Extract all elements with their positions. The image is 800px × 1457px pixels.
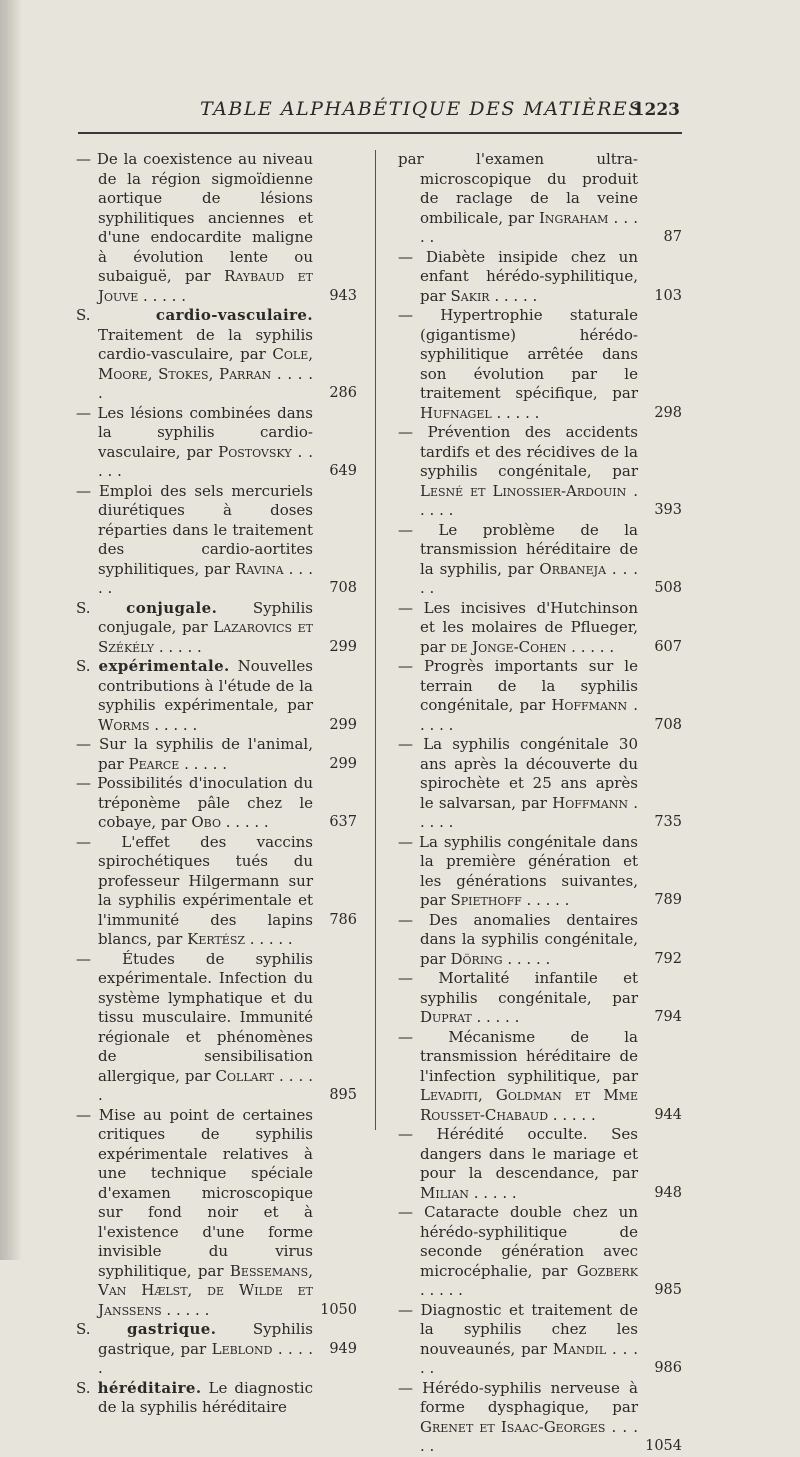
left-column (76, 150, 357, 1418)
index-entry: S. expérimentale. Nouvelles contributions à l'étude de la syphilis expérimentale, par Worms . . . . . 299 (76, 657, 357, 734)
entry-text: Le problème de la transmission héréditaire de la syphilis, par (420, 520, 638, 578)
entry-text: La syphilis congénitale dans la première génération et les générations suivantes, par (419, 832, 638, 909)
entry-text: Le diagnostic de la syphilis héréditaire (98, 1378, 313, 1416)
index-entry: S. conjugale. Syphilis conjugale, par Lazarovics et Székély . . . . . 299 (76, 598, 357, 656)
entry-lead: — (76, 1105, 91, 1124)
entry-page-number: 508 (654, 580, 682, 596)
entry-lead: — (398, 1125, 413, 1143)
index-entry: — Les incisives d'Hutchinson et les molaires de Pflueger, par de Jonge-Cohen . . . . . 607 (398, 598, 682, 656)
entry-lead: S. (76, 1378, 91, 1397)
entry-authors: Ingraham (538, 208, 609, 227)
running-title: TABLE ALPHABÉTIQUE DES MATIÈRES (200, 98, 643, 120)
entry-lead: — (398, 1378, 413, 1397)
entry-lead: — (76, 150, 91, 168)
index-entry: — De la coexistence au niveau de la région sigmoïdienne aortique de lésions syphilitiques anciennes et d'une endocardite maligne à évolution lente ou subaiguë, par Raybaud et Jouve . . . . . 943 (76, 150, 357, 305)
entry-authors: Kertész (187, 930, 246, 948)
entry-authors: Pearce (128, 754, 180, 773)
entry-page-number: 792 (654, 950, 682, 967)
entry-authors: Postovsky (218, 442, 292, 461)
index-entry: — Des anomalies dentaires dans la syphilis congénitale, par Döring . . . . . 792 (398, 910, 682, 968)
entry-text: Hypertrophie staturale (gigantisme) hérédo-syphilitique arrêtée dans son évolution par le traitement spécifique, par (420, 306, 638, 402)
index-entry: — Les lésions combinées dans la syphilis cardio-vasculaire, par Postovsky . . . . . 649 (76, 403, 357, 480)
entry-text: Mécanisme de la transmission héréditaire de l'infection syphilitique, par (420, 1027, 638, 1085)
index-entry: — Possibilités d'inoculation du tréponème pâle chez le cobaye, par Obo . . . . . 637 (76, 774, 357, 831)
entry-text: Diagnostic et traitement de la syphilis chez les nouveaunés, par (420, 1300, 638, 1358)
entry-authors: Milian (420, 1183, 469, 1202)
index-entry: — Diabète insipide chez un enfant hérédo-syphilitique, par Sakir . . . . . 103 (398, 247, 682, 305)
entry-authors: Ravina (235, 559, 284, 578)
entry-lead: — (76, 949, 91, 968)
entry-text: Traitement de la syphilis cardio-vasculaire, par (98, 325, 313, 363)
entry-text: Progrès importants sur le terrain de la syphilis congénitale, par (420, 657, 638, 714)
index-entry: S. gastrique. Syphilis gastrique, par Leblond . . . . . 949 (76, 1320, 357, 1377)
header-rule (78, 132, 682, 134)
index-entry: — La syphilis congénitale dans la première génération et les générations suivantes, par Spiethoff . . . . . 789 (398, 832, 682, 909)
entry-lead: — (398, 423, 413, 441)
entry-authors: Spiethoff (450, 891, 522, 909)
entry-authors: Hoffmann (552, 793, 628, 812)
entry-heading: héréditaire. (97, 1378, 202, 1397)
entry-authors: Hoffmann (551, 696, 628, 714)
entry-heading: conjugale. (126, 598, 218, 617)
index-entry: — Études de syphilis expérimentale. Infection du système lymphatique et du tissu musculaire. Immunité régionale et phénomènes de sensibilisation allergique, par Collart . . . . . 895 (76, 949, 357, 1104)
entry-page-number: 1054 (645, 1438, 682, 1454)
entry-page-number: 949 (329, 1341, 357, 1357)
entry-page-number: 794 (654, 1009, 682, 1025)
entry-lead: — (398, 598, 413, 617)
index-entry: — Hérédité occulte. Ses dangers dans le mariage et pour la descendance, par Milian . . . . . 948 (398, 1125, 682, 1202)
right-column (398, 150, 682, 1457)
entry-heading: gastrique. (127, 1320, 217, 1338)
entry-page-number: 299 (329, 755, 357, 772)
entry-authors: Mandil (552, 1339, 607, 1358)
index-entry: — Le problème de la transmission héréditaire de la syphilis, par Orbaneja . . . . . 508 (398, 520, 682, 597)
entry-text: Prévention des accidents tardifs et des récidives de la syphilis congénitale, par (420, 423, 638, 480)
entry-authors: Hufnagel (420, 403, 492, 422)
entry-text: Hérédité occulte. Ses dangers dans le mariage et pour la descendance, par (420, 1125, 638, 1182)
entry-text: Mortalité infantile et syphilis congénitale, par (420, 969, 638, 1007)
index-entry: — Diagnostic et traitement de la syphilis chez les nouveaunés, par Mandil . . . . . 986 (398, 1300, 682, 1377)
entry-page-number: 943 (329, 287, 357, 304)
entry-authors: Obo (191, 813, 221, 831)
entry-lead: — (76, 481, 91, 500)
entry-lead: S. (76, 657, 91, 675)
entry-text: Cataracte double chez un hérédo-syphilitique de seconde génération avec microcéphalie, par (420, 1203, 638, 1280)
entry-authors: Collart (215, 1066, 275, 1085)
entry-text: Syphilis gastrique, par (98, 1320, 313, 1358)
entry-lead: — (398, 832, 413, 851)
entry-page-number: 637 (329, 814, 357, 830)
entry-lead: S. (76, 598, 91, 617)
entry-authors: Gozberk (576, 1261, 638, 1280)
entry-text: Diabète insipide chez un enfant hérédo-syphilitique, par (420, 247, 638, 305)
entry-page-number: 87 (663, 229, 682, 245)
index-entry: — Emploi des sels mercuriels diurétiques à doses réparties dans le traitement des cardio-aortites syphilitiques, par Ravina . . . . . 708 (76, 481, 357, 597)
index-entry: — Sur la syphilis de l'animal, par Pearce . . . . . 299 (76, 735, 357, 773)
entry-authors: Döring (450, 949, 503, 968)
entry-authors: Lesné et Linossier-Ardouin (420, 481, 627, 500)
entry-page-number: 944 (654, 1106, 682, 1123)
entry-text: Emploi des sels mercuriels diurétiques à doses réparties dans le traitement des cardio-aortites syphilitiques, par (98, 481, 313, 578)
entry-authors: Lazarovics et Székély (98, 618, 313, 656)
entry-lead: — (398, 247, 413, 266)
entry-page-number: 985 (654, 1282, 682, 1298)
entry-heading: expérimentale. (98, 657, 230, 675)
entry-lead: — (398, 910, 413, 929)
entry-page-number: 103 (654, 287, 682, 304)
entry-authors: Duprat (420, 1008, 472, 1026)
entry-lead: — (398, 1203, 413, 1221)
entry-lead: — (398, 969, 413, 987)
entry-lead: — (398, 735, 413, 753)
entry-text: Les incisives d'Hutchinson et les molaires de Pflueger, par (420, 598, 638, 656)
entry-heading: cardio-vasculaire. (155, 306, 313, 324)
entry-authors: Bessemans, Van Hælst, de Wilde et Janssens (98, 1261, 313, 1319)
entry-lead: — (76, 832, 91, 851)
index-entry: — Mécanisme de la transmission héréditaire de l'infection syphilitique, par Levaditi, Goldman et Mme Rousset-Chabaud . . . . . 944 (398, 1027, 682, 1124)
entry-text: Les lésions combinées dans la syphilis cardio-vasculaire, par (97, 403, 313, 461)
entry-lead: S. (76, 306, 91, 324)
entry-authors: Leblond (211, 1339, 273, 1358)
index-entry: — L'effet des vaccins spirochétiques tués du professeur Hilgermann sur la syphilis expérimentale et l'immunité des lapins blancs, par Kertész . . . . . 786 (76, 832, 357, 948)
entry-text: L'effet des vaccins spirochétiques tués du professeur Hilgermann sur la syphilis expérimentale et l'immunité des lapins blancs, par (98, 832, 313, 948)
entry-page-number: 895 (329, 1087, 357, 1103)
running-header (200, 98, 680, 128)
index-entry: — Mise au point de certaines critiques de syphilis expérimentale relatives à une technique spéciale d'examen microscopique sur fond noir et à l'existence d'une forme invisible du virus syphilitique, par Bessemans, Van Hælst, de Wilde et Janssens . . . . . 1050 (76, 1105, 357, 1319)
index-entry: — Cataracte double chez un hérédo-syphilitique de seconde génération avec microcéphalie, par Gozberk . . . . . 985 (398, 1203, 682, 1299)
entry-page-number: 299 (329, 638, 357, 655)
entry-text: Des anomalies dentaires dans la syphilis congénitale, par (420, 910, 638, 968)
entry-lead: — (76, 735, 91, 753)
entry-lead: — (398, 520, 413, 539)
entry-text: La syphilis congénitale 30 ans après la découverte du spirochète et 25 ans après le salvarsan, par (420, 735, 638, 812)
index-entry (76, 1379, 357, 1418)
entry-text: Syphilis conjugale, par (98, 598, 313, 636)
entry-text: Nouvelles contributions à l'étude de la syphilis expérimentale, par (98, 657, 313, 714)
entry-page-number: 393 (654, 502, 682, 518)
index-entry: — Hypertrophie staturale (gigantisme) hérédo-syphilitique arrêtée dans son évolution par le traitement spécifique, par Hufnagel . . . . . 298 (398, 306, 682, 422)
entry-page-number: 986 (654, 1360, 682, 1376)
entry-page-number: 786 (329, 912, 357, 928)
entry-page-number: 649 (329, 463, 357, 479)
entry-text: Études de syphilis expérimentale. Infection du système lymphatique et du tissu musculaire. Immunité régionale et phénomènes de sensibilisation allergique, par (98, 949, 313, 1085)
entry-lead: — (398, 1300, 413, 1319)
index-entry: S. cardio-vasculaire. Traitement de la syphilis cardio-vasculaire, par Cole, Moore, Stokes, Parran . . . . . 286 (76, 306, 357, 402)
entry-authors: de Jonge-Cohen (450, 637, 567, 656)
entry-page-number: 789 (654, 892, 682, 908)
index-entry: — Hérédo-syphilis nerveuse à forme dysphagique, par Grenet et Isaac-Georges . . . . . 1054 (398, 1378, 682, 1455)
index-entry: par l'examen ultra-microscopique du produit de raclage de la veine ombilicale, par Ingraham . . . . . 87 (398, 150, 682, 246)
entry-lead: — (398, 657, 413, 675)
entry-authors: Raybaud et Jouve (98, 267, 313, 305)
entry-text: par l'examen ultra-microscopique du produit de raclage de la veine ombilicale, par (398, 150, 638, 227)
index-entry: — Mortalité infantile et syphilis congénitale, par Duprat . . . . . 794 (398, 969, 682, 1026)
entry-authors: Grenet et Isaac-Georges (420, 1417, 606, 1436)
entry-page-number: 298 (654, 404, 682, 421)
entry-page-number: 948 (654, 1184, 682, 1201)
entry-text: Mise au point de certaines critiques de syphilis expérimentale relatives à une technique spéciale d'examen microscopique sur fond noir et à l'existence d'une forme invisible du virus syphilitique, par (98, 1105, 313, 1280)
entry-page-number: 708 (329, 580, 357, 596)
column-divider (375, 150, 376, 1130)
entry-text: Sur la syphilis de l'animal, par (98, 735, 313, 773)
index-entry: — Progrès importants sur le terrain de la syphilis congénitale, par Hoffmann . . . . . 708 (398, 657, 682, 734)
entry-lead: — (76, 774, 91, 792)
entry-text: Possibilités d'inoculation du tréponème pâle chez le cobaye, par (97, 774, 313, 831)
entry-page-number: 708 (654, 716, 682, 733)
index-entry: — La syphilis congénitale 30 ans après la découverte du spirochète et 25 ans après le salvarsan, par Hoffmann . . . . . 735 (398, 735, 682, 831)
entry-authors: Orbaneja (539, 559, 607, 578)
page-binding-shadow (0, 0, 22, 1260)
entry-authors: Cole, Moore, Stokes, Parran (98, 345, 313, 383)
entry-page-number: 1050 (320, 1301, 357, 1318)
entry-page-number: 299 (329, 716, 357, 733)
entry-lead: — (76, 403, 91, 422)
entry-lead: — (398, 306, 413, 324)
entry-page-number: 735 (654, 814, 682, 830)
entry-authors: Sakir (450, 286, 490, 305)
entry-page-number: 286 (329, 385, 357, 401)
entry-page-number: 607 (654, 638, 682, 655)
page-number: 1223 (632, 100, 680, 120)
entry-authors: Worms (98, 715, 150, 734)
index-entry: — Prévention des accidents tardifs et des récidives de la syphilis congénitale, par Lesné et Linossier-Ardouin . . . . . 393 (398, 423, 682, 519)
entry-lead: — (398, 1027, 413, 1046)
entry-text: De la coexistence au niveau de la région sigmoïdienne aortique de lésions syphilitiques anciennes et d'une endocardite maligne à évolution lente ou subaiguë, par (96, 150, 313, 285)
entry-text: Hérédo-syphilis nerveuse à forme dysphagique, par (420, 1378, 638, 1416)
entry-lead: S. (76, 1320, 91, 1338)
entry-authors: Levaditi, Goldman et Mme Rousset-Chabaud (420, 1086, 638, 1124)
